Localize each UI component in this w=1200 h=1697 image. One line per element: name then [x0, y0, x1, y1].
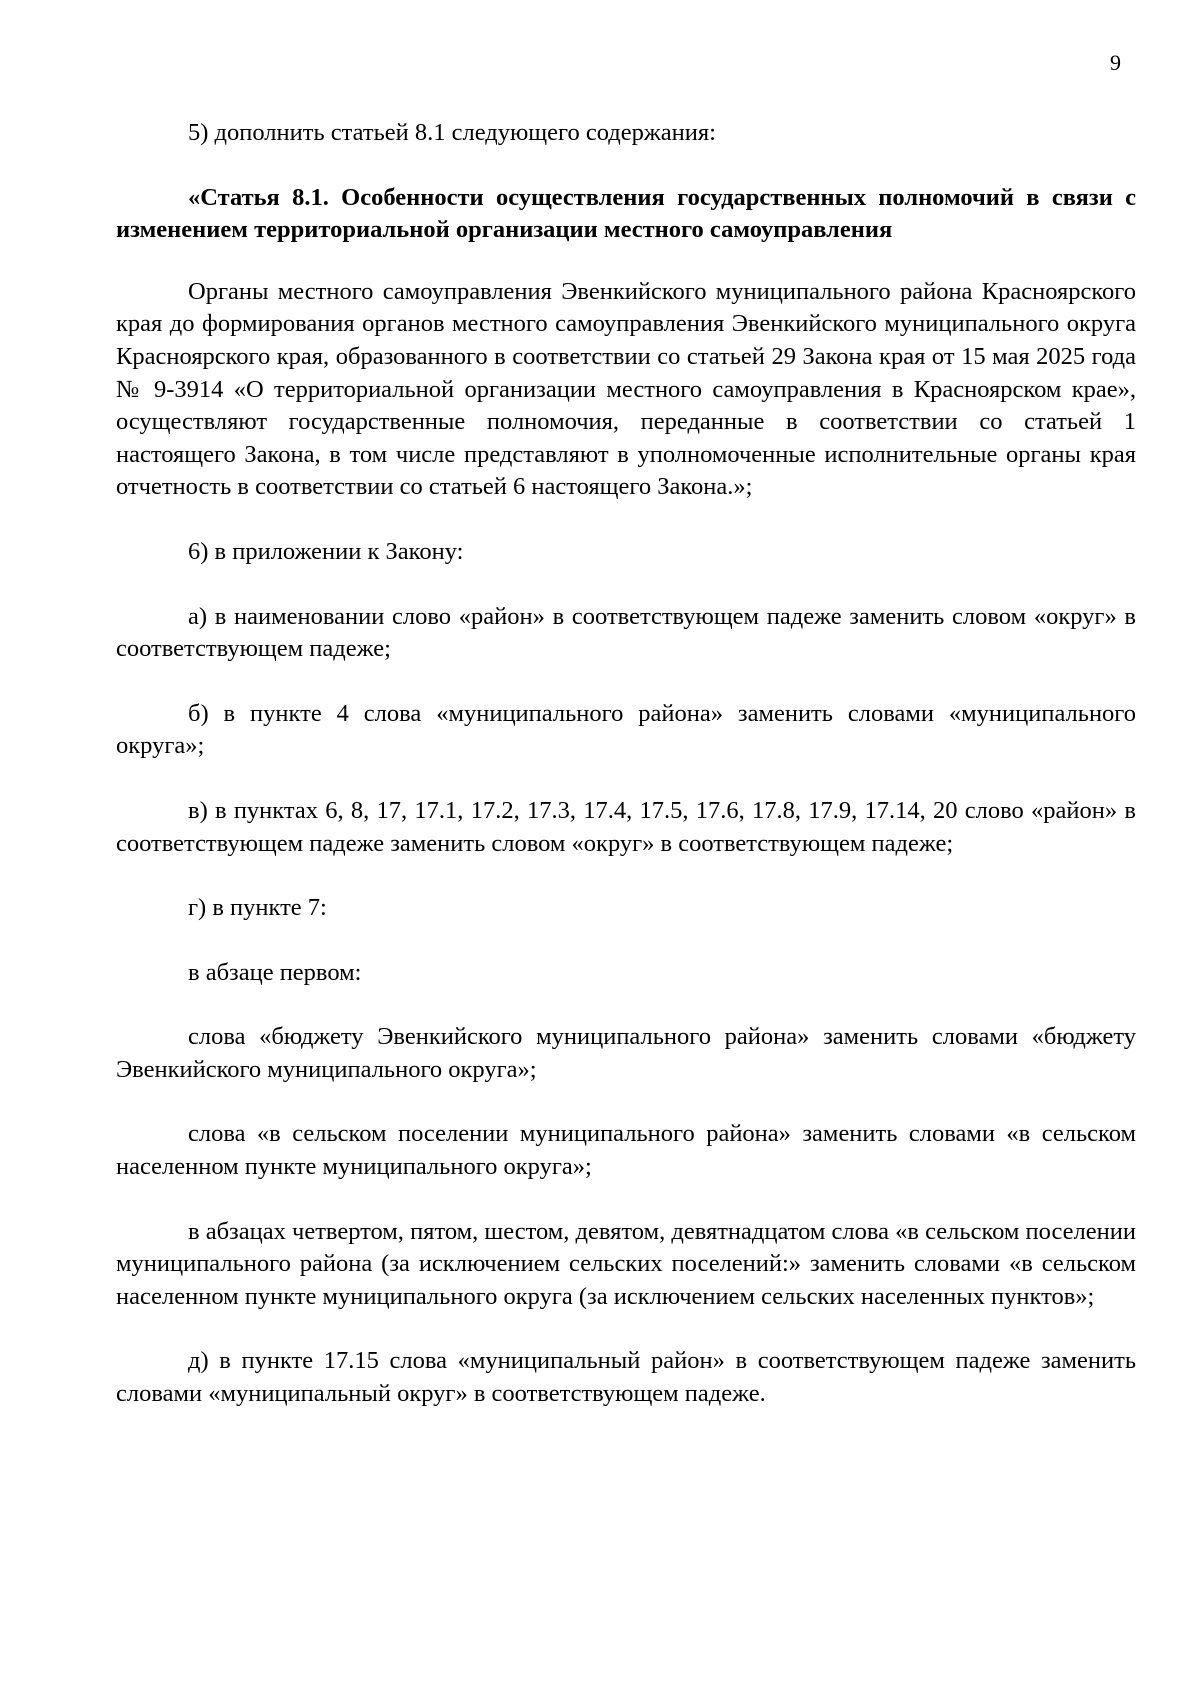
subitem-g-replacement-3: в абзацах четвертом, пятом, шестом, девятом, девятнадцатом слова «в сельском поселении муниципального района (за исключением сельских поселений:» заменить словами «в сельском населенном пункте муниципального округа (за исключением сельских населенных пунктов»;	[116, 1217, 1136, 1310]
subitem-a: а) в наименовании слово «район» в соответствующем падеже заменить словом «округ» в соответствующем падеже;	[116, 602, 1136, 663]
subitem-g-replacement-2: слова «в сельском поселении муниципального района» заменить словами «в сельском населенном пункте муниципального округа»;	[116, 1120, 1136, 1181]
paragraph-item-5: 5) дополнить статьей 8.1 следующего содержания:	[188, 119, 716, 146]
document-body	[116, 117, 1136, 1411]
subitem-g-first-paragraph: в абзаце первом:	[188, 958, 362, 986]
article-body-paragraph: Органы местного самоуправления Эвенкийского муниципального района Красноярского края до формирования органов местного самоуправления Эвенкийского муниципального округа Красноярского края, образованного в соответствии со статьей 29 Закона края от 15 мая 2025 года № 9-3914 «О территориальной организации местного самоуправления в Красноярском крае», осуществляют государственные полномочия, переданные в соответствии со статьей 1 настоящего Закона, в том числе представляют в уполномоченные исполнительные органы края отчетность в соответствии со статьей 6 настоящего Закона.»;	[116, 277, 1136, 501]
page-number: 9	[1110, 50, 1121, 75]
article-heading: «Статья 8.1. Особенности осуществления государственных полномочий в связи с изменением территориальной организации местного самоуправления	[116, 183, 1136, 244]
subitem-g: г) в пункте 7:	[188, 894, 327, 922]
subitem-b: б) в пункте 4 слова «муниципального района» заменить словами «муниципального округа»;	[116, 699, 1136, 760]
subitem-d: д) в пункте 17.15 слова «муниципальный район» в соответствующем падеже заменить словами «муниципальный округ» в соответствующем падеже.	[116, 1347, 1136, 1408]
subitem-g-replacement-1: слова «бюджету Эвенкийского муниципального района» заменить словами «бюджету Эвенкийского муниципального округа»;	[116, 1023, 1136, 1083]
subitem-v: в) в пунктах 6, 8, 17, 17.1, 17.2, 17.3, 17.4, 17.5, 17.6, 17.8, 17.9, 17.14, 20 слово «район» в соответствующем падеже заменить словом «округ» в соответствующем падеже;	[116, 796, 1136, 857]
paragraph-item-6: 6) в приложении к Закону:	[188, 537, 464, 565]
